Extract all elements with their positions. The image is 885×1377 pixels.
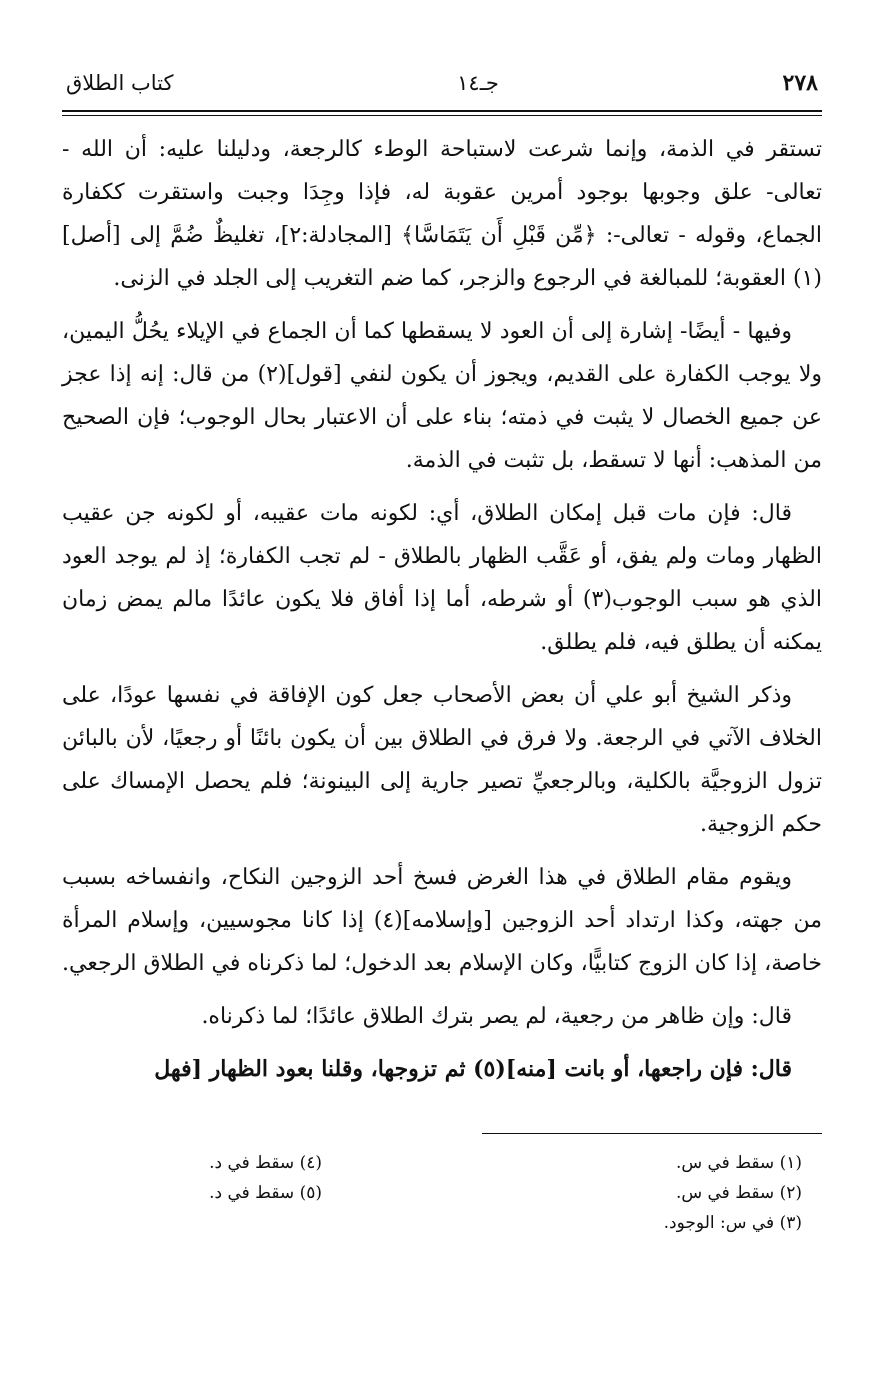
header-rule-thick — [62, 110, 822, 112]
paragraph: قال: فإن مات قبل إمكان الطلاق، أي: لكونه مات عقيبه، أو لكونه جن عقيب الظهار ومات ولم يفق، أو عَقَّب الظهار بالطلاق - لم تجب الكفارة؛ إذ لم يوجد العود الذي هو سبب الوجوب(٣) أو شرطه، أما إذا أفاق فلا يكون عائدًا مالم يمض زمان يمكنه أن يطلق فيه، فلم يطلق. — [62, 501, 822, 655]
footnotes-column-right — [452, 1148, 822, 1238]
header-rule-thin — [62, 115, 822, 116]
main-text — [62, 128, 822, 1091]
paragraph: ويقوم مقام الطلاق في هذا الغرض فسخ أحد الزوجين النكاح، وانفساخه بسبب من جهته، وكذا ارتداد أحد الزوجين [وإسلامه](٤) إذا كانا مجوسيين، وإسلام المرأة خاصة، إذا كان الزوج كتابيًّا، وكان الإسلام بعد الدخول؛ لما ذكرناه في الطلاق الرجعي. — [62, 865, 822, 976]
footnotes — [62, 1148, 822, 1238]
paragraph: وفيها - أيضًا- إشارة إلى أن العود لا يسقطها كما أن الجماع في الإيلاء يحُلُّ اليمين، ولا يوجب الكفارة على القديم، ويجوز أن يكون لنفي [قول](٢) من قال: إنه إذا عجز عن جميع الخصال لا يثبت في ذمته؛ بناء على أن الاعتبار بحال الوجوب؛ فإن الصحيح من المذهب: أنها لا تسقط، بل تثبت في الذمة. — [62, 319, 822, 473]
paragraph: وذكر الشيخ أبو علي أن بعض الأصحاب جعل كون الإفاقة في نفسها عودًا، على الخلاف الآتي في الرجعة. ولا فرق في الطلاق بين أن يكون بائنًا أو رجعيًا، لأن بالبائن تزول الزوجيَّة بالكلية، وبالرجعيِّ تصير جارية إلى البينونة؛ فلم يحصل الإمساك على حكم الزوجية. — [62, 683, 822, 837]
footnote: (٤) سقط في د. — [209, 1153, 322, 1173]
running-header — [62, 70, 822, 106]
book-page — [62, 70, 822, 1238]
footnote: (٢) سقط في س. — [675, 1183, 802, 1203]
volume-label: جـ١٤ — [457, 71, 499, 95]
paragraph: قال: فإن راجعها، أو بانت [منه](٥) ثم تزوجها، وقلنا بعود الظهار [فهل — [154, 1056, 792, 1082]
paragraph: تستقر في الذمة، وإنما شرعت لاستباحة الوطء كالرجعة، ودليلنا عليه: أن الله - تعالى- علق وجوبها بوجود أمرين عقوبة له، فإذا وجِدَا وجبت واستقرت ككفارة الجماع، وقوله - تعالى-: ﴿مِّن قَبْلِ أَن يَتَمَاسَّا﴾ [المجادلة:٢]، تغليظٌ ضُمَّ إلى [أصل](١) العقوبة؛ للمبالغة في الرجوع والزجر، كما ضم التغريب إلى الجلد في الزنى. — [62, 137, 822, 291]
footnote-separator — [482, 1133, 822, 1134]
footnote: (٥) سقط في د. — [209, 1183, 322, 1203]
footnote: (١) سقط في س. — [675, 1153, 802, 1173]
footnote: (٣) في س: الوجود. — [663, 1213, 802, 1233]
footnotes-column-left — [62, 1148, 432, 1238]
book-title: كتاب الطلاق — [66, 71, 174, 95]
paragraph: قال: وإن ظاهر من رجعية، لم يصر بترك الطلاق عائدًا؛ لما ذكرناه. — [201, 1004, 792, 1029]
page-number: ٢٧٨ — [782, 70, 818, 96]
